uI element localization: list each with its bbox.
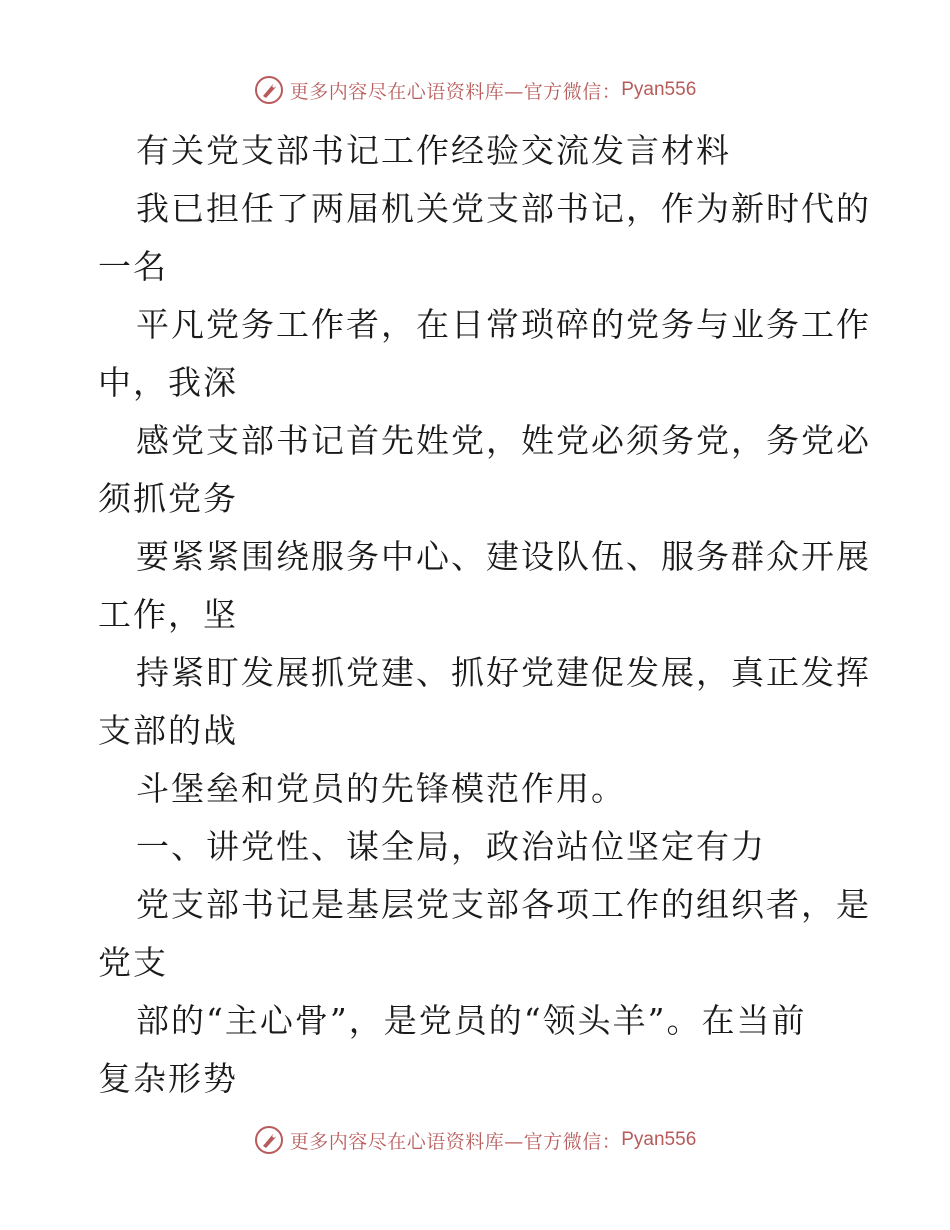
text-line: 我已担任了两届机关党支部书记，作为新时代的 [136, 189, 871, 228]
watermark-text: 更多内容尽在心语资料库—官方微信： [289, 80, 622, 103]
text-line: 一名 [98, 247, 168, 286]
text-line: 要紧紧围绕服务中心、建设队伍、服务群众开展 [136, 537, 871, 576]
text-line: 须抓党务 [98, 479, 238, 518]
watermark-text: 更多内容尽在心语资料库—官方微信： [289, 1130, 622, 1153]
text-line: 中，我深 [98, 363, 238, 402]
text-line: 斗堡垒和党员的先锋模范作用。 [136, 769, 626, 808]
text-line: 党支 [98, 943, 168, 982]
document-body [98, 122, 871, 1108]
section-heading: 一、讲党性、谋全局，政治站位坚定有力 [136, 827, 766, 866]
watermark-wechat-id: Pyan556 [621, 79, 697, 100]
text-line: 感党支部书记首先姓党，姓党必须务党，务党必 [136, 421, 871, 460]
text-line: 工作，坚 [98, 595, 238, 634]
fountain-pen-logo-icon [254, 1125, 284, 1155]
text-line: 支部的战 [98, 711, 238, 750]
text-line: 部的“主心骨”，是党员的“领头羊”。在当前 [136, 1001, 807, 1040]
text-line: 持紧盯发展抓党建、抓好党建促发展，真正发挥 [136, 653, 871, 692]
document-title: 有关党支部书记工作经验交流发言材料 [136, 131, 731, 170]
footer-watermark [0, 1120, 950, 1160]
text-line: 党支部书记是基层党支部各项工作的组织者，是 [136, 885, 871, 924]
fountain-pen-logo-icon [254, 75, 284, 105]
text-line: 复杂形势 [98, 1059, 238, 1098]
text-line: 平凡党务工作者，在日常琐碎的党务与业务工作 [136, 305, 871, 344]
watermark-wechat-id: Pyan556 [621, 1129, 697, 1150]
header-watermark [0, 70, 950, 110]
